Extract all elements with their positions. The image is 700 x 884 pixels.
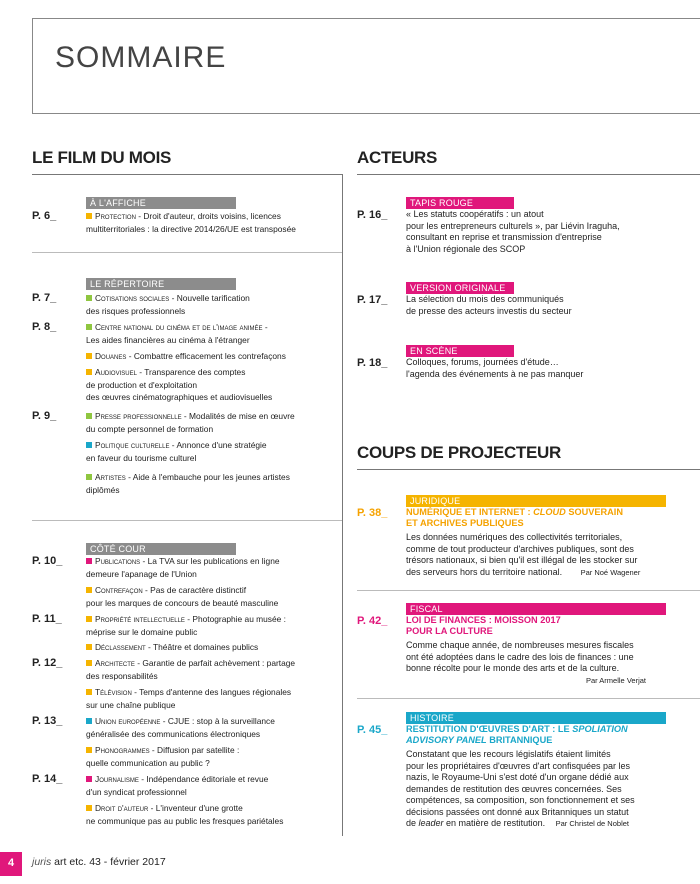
left-heading: LE FILM DU MOIS <box>32 148 172 167</box>
entry-keyword: Journalisme <box>95 774 139 784</box>
list-item <box>86 555 342 580</box>
page-number: P. 14_ <box>32 773 63 785</box>
page-number: P. 9_ <box>32 410 57 422</box>
entry-keyword: Centre national du cinéma et de l'image animée <box>95 322 263 332</box>
entry-text: La sélection du mois des communiqués <box>406 294 564 304</box>
footer-brand: juris <box>32 856 52 868</box>
bullet-icon <box>86 689 92 695</box>
entry-text: - Indépendance éditoriale et revue <box>138 774 269 784</box>
right-heading: ACTEURS <box>357 148 438 167</box>
entry-keyword: Télévision <box>95 687 132 697</box>
list-item <box>406 357 700 380</box>
tag-juridique: JURIDIQUE <box>406 495 666 507</box>
entry-text: - Diffusion par satellite : <box>149 745 240 755</box>
bullet-icon <box>86 295 92 301</box>
entry-text: méprise sur le domaine public <box>86 626 198 637</box>
tag-cour: CÔTÉ COUR <box>86 543 236 555</box>
list-item <box>86 471 342 496</box>
list-item <box>86 657 342 682</box>
bullet-icon <box>86 644 92 650</box>
entry-text: Comme chaque année, de nombreuses mesures fiscales <box>406 640 634 650</box>
page-number: P. 10_ <box>32 555 63 567</box>
list-item <box>86 439 342 464</box>
list-item <box>86 366 342 404</box>
entry-text: ont été adoptées dans le cadre des lois de finances : une <box>406 651 634 662</box>
entry-keyword: Douanes <box>95 351 127 361</box>
bullet-icon <box>86 213 92 219</box>
entry-text: - CJUE : stop à la surveillance <box>160 716 275 726</box>
entry-text: pour les entrepreneurs culturels », par Liévin Iraguha, <box>406 220 620 231</box>
entry-text: - Annonce d'une stratégie <box>169 440 267 450</box>
entry-text: des œuvres cinématographiques et audiovisuelles <box>86 392 273 403</box>
tag-fiscal: FISCAL <box>406 603 666 615</box>
list-item <box>406 209 700 255</box>
column-divider <box>342 174 343 836</box>
entry-text: Les données numériques des collectivités territoriales, <box>406 532 623 542</box>
article-histoire: RESTITUTION D'ŒUVRES D'ART : LE SPOLIATION ADVISORY PANEL BRITANNIQUE Constatant que les recours législatifs étaient limités pour les propriétaires d'œuvres d'art confisquées par les nazis, le Royaume-Uni s'est doté d'un organe dédié aux demandes de restitution des œuvres concernées. Ses compétences, sa composition, son fonctionnement et ses décisions passées ont donné aux Britanniques un statut de leader en matière de restitution. Par Christel de Noblet <box>406 724 700 830</box>
bullet-icon <box>86 369 92 375</box>
author: Par Armelle Verjat <box>585 675 646 685</box>
entry-text: nazis, le Royaume-Uni s'est doté d'un organe dédié aux <box>406 772 629 782</box>
title-box <box>32 18 700 114</box>
page-number: P. 6_ <box>32 210 57 222</box>
entry-text: l'agenda des événements à ne pas manquer <box>406 368 584 379</box>
entry-keyword: Phonogrammes <box>95 745 150 755</box>
page-number: P. 45_ <box>357 724 388 736</box>
section-rule <box>32 520 342 521</box>
entry-text: - <box>262 322 268 332</box>
list-item <box>86 715 342 740</box>
list-item <box>86 686 342 711</box>
list-item <box>86 744 342 769</box>
tag-affiche: À L'AFFICHE <box>86 197 236 209</box>
list-item <box>86 641 342 654</box>
left-heading-rule <box>32 174 342 175</box>
tag-en-scene: EN SCÈNE <box>406 345 514 357</box>
entry-text: - La TVA sur les publications en ligne <box>140 556 280 566</box>
entry-text: - Temps d'antenne des langues régionales <box>131 687 292 697</box>
entry-text: des responsabilités <box>86 670 158 681</box>
list-item <box>406 294 700 317</box>
entry-text: Colloques, forums, journées d'étude… <box>406 357 559 367</box>
page-number: P. 7_ <box>32 292 57 304</box>
page-number: P. 38_ <box>357 507 388 519</box>
bullet-icon <box>86 413 92 419</box>
bullet-icon <box>86 324 92 330</box>
entry-text: - Modalités de mise en œuvre <box>181 411 295 421</box>
entry-text: - Photographie au musée : <box>184 614 286 624</box>
footer-page-number: 4 <box>0 852 22 876</box>
page-number: P. 42_ <box>357 615 388 627</box>
entry-text: compétences, sa composition, son fonctionnement et ses <box>406 795 635 805</box>
list-item <box>86 584 342 609</box>
entry-text: en faveur du tourisme culturel <box>86 452 197 463</box>
bullet-icon <box>86 660 92 666</box>
entry-text: - Aide à l'embauche pour les jeunes artistes <box>125 472 290 482</box>
entry-text: des serveurs hors du territoire national. <box>406 566 563 577</box>
tag-tapis-rouge: TAPIS ROUGE <box>406 197 514 209</box>
entry-text: pour les propriétaires d'œuvres d'art confisquées par les <box>406 760 631 771</box>
bullet-icon <box>86 474 92 480</box>
bullet-icon <box>86 558 92 564</box>
entry-text: Les aides financières au cinéma à l'étranger <box>86 334 250 345</box>
entry-text: diplômés <box>86 484 120 495</box>
article-title: LOI DE FINANCES : MOISSON 2017 POUR LA CULTURE <box>406 615 561 636</box>
list-item <box>86 292 342 317</box>
page-number: P. 11_ <box>32 613 62 625</box>
entry-text: d'un syndicat professionnel <box>86 786 187 797</box>
page-number: P. 18_ <box>357 357 388 369</box>
entry-text: - Droit d'auteur, droits voisins, licences multiterritoriales : la directive 2014/26/UE est transposée <box>86 211 296 234</box>
footer-text: juris art etc. 43 - février 2017 <box>32 856 166 868</box>
bullet-icon <box>86 718 92 724</box>
tag-repertoire: LE RÉPERTOIRE <box>86 278 236 290</box>
entry-text: pour les marques de concours de beauté masculine <box>86 597 279 608</box>
entry-text: généralisée des communications électroniques <box>86 728 261 739</box>
entry-keyword: Presse professionnelle <box>95 411 182 421</box>
entry-keyword: Cotisations sociales <box>95 293 170 303</box>
list-item <box>86 773 342 798</box>
article-fiscal <box>406 615 700 686</box>
list-item <box>86 350 342 363</box>
page-number: P. 8_ <box>32 321 57 333</box>
entry-keyword: Politique culturelle <box>95 440 170 450</box>
entry-text: décisions passées ont donné aux Britanniques un statut <box>406 806 629 817</box>
entry-text: - Pas de caractère distinctif <box>142 585 247 595</box>
entry-text: des risques professionnels <box>86 305 186 316</box>
entry-text: ne communique pas au public les fresques pariétales <box>86 815 284 826</box>
entry-keyword: Contrefaçon <box>95 585 143 595</box>
section-rule <box>32 252 342 253</box>
entry-keyword: Protection <box>95 211 136 221</box>
section-rule <box>357 698 700 699</box>
entry-keyword: Publications <box>95 556 141 566</box>
page-number: P. 17_ <box>357 294 388 306</box>
author: Par Noé Wagener <box>580 567 641 577</box>
projecteur-heading-rule <box>357 469 700 470</box>
article-title: NUMÉRIQUE ET INTERNET : CLOUD SOUVERAIN ET ARCHIVES PUBLIQUES <box>406 507 623 528</box>
list-item <box>86 210 336 235</box>
entry-keyword: Déclassement <box>95 642 146 652</box>
entry-keyword: Union européenne <box>95 716 161 726</box>
page-number: P. 16_ <box>357 209 388 221</box>
page-title: SOMMAIRE <box>55 41 227 74</box>
entry-keyword: Artistes <box>95 472 126 482</box>
entry-text: comme de tout producteur d'archives publiques, sont des <box>406 543 634 554</box>
section-rule <box>357 590 700 591</box>
tag-histoire: HISTOIRE <box>406 712 666 724</box>
entry-text: - Garantie de parfait achèvement : partage <box>134 658 296 668</box>
entry-text: demeure l'apanage de l'Union <box>86 568 197 579</box>
entry-text: - L'inventeur d'une grotte <box>148 803 243 813</box>
entry-text: « Les statuts coopératifs : un atout <box>406 209 544 219</box>
bullet-icon <box>86 587 92 593</box>
author: Par Christel de Noblet <box>555 819 629 828</box>
entry-keyword: Architecte <box>95 658 135 668</box>
list-item <box>86 802 342 827</box>
bullet-icon <box>86 442 92 448</box>
entry-text: de production et d'exploitation <box>86 379 198 390</box>
bullet-icon <box>86 747 92 753</box>
tag-version-originale: VERSION ORIGINALE <box>406 282 514 294</box>
entry-keyword: Propriété intellectuelle <box>95 614 185 624</box>
right-heading-rule <box>357 174 700 175</box>
list-item <box>86 613 342 638</box>
entry-text: trésors nationaux, si bien qu'il est illégal de les stocker sur <box>406 555 638 565</box>
entry-text: quelle communication au public ? <box>86 757 210 768</box>
bullet-icon <box>86 776 92 782</box>
page-number: P. 12_ <box>32 657 63 669</box>
bullet-icon <box>86 805 92 811</box>
entry-keyword: Audiovisuel <box>95 367 137 377</box>
page-number: P. 13_ <box>32 715 63 727</box>
entry-text: - Combattre efficacement les contrefaçons <box>126 351 286 361</box>
article-juridique <box>406 507 700 578</box>
list-item <box>86 410 342 435</box>
bullet-icon <box>86 353 92 359</box>
entry-text: consultant en reprise et transmission d'entreprise <box>406 232 602 242</box>
projecteur-heading: COUPS DE PROJECTEUR <box>357 443 562 462</box>
entry-text: de presse des acteurs investis du secteur <box>406 305 572 316</box>
entry-text: - Nouvelle tarification <box>169 293 250 303</box>
entry-text: sur une chaîne publique <box>86 699 176 710</box>
entry-keyword: Droit d'auteur <box>95 803 149 813</box>
entry-text: du compte personnel de formation <box>86 423 214 434</box>
entry-text: à l'Union régionale des SCOP <box>406 243 526 254</box>
entry-text: Constatant que les recours législatifs étaient limités <box>406 749 611 759</box>
bullet-icon <box>86 616 92 622</box>
entry-text: - Transparence des comptes <box>136 367 246 377</box>
list-item <box>86 321 342 346</box>
entry-text: demandes de restitution des œuvres concernées. Ses <box>406 783 622 794</box>
entry-text: bonne récolte pour le monde des arts et de la culture. <box>406 663 620 673</box>
article-title: RESTITUTION D'ŒUVRES D'ART : LE SPOLIATION ADVISORY PANEL BRITANNIQUE <box>406 724 628 745</box>
entry-text: - Théâtre et domaines publics <box>145 642 259 652</box>
